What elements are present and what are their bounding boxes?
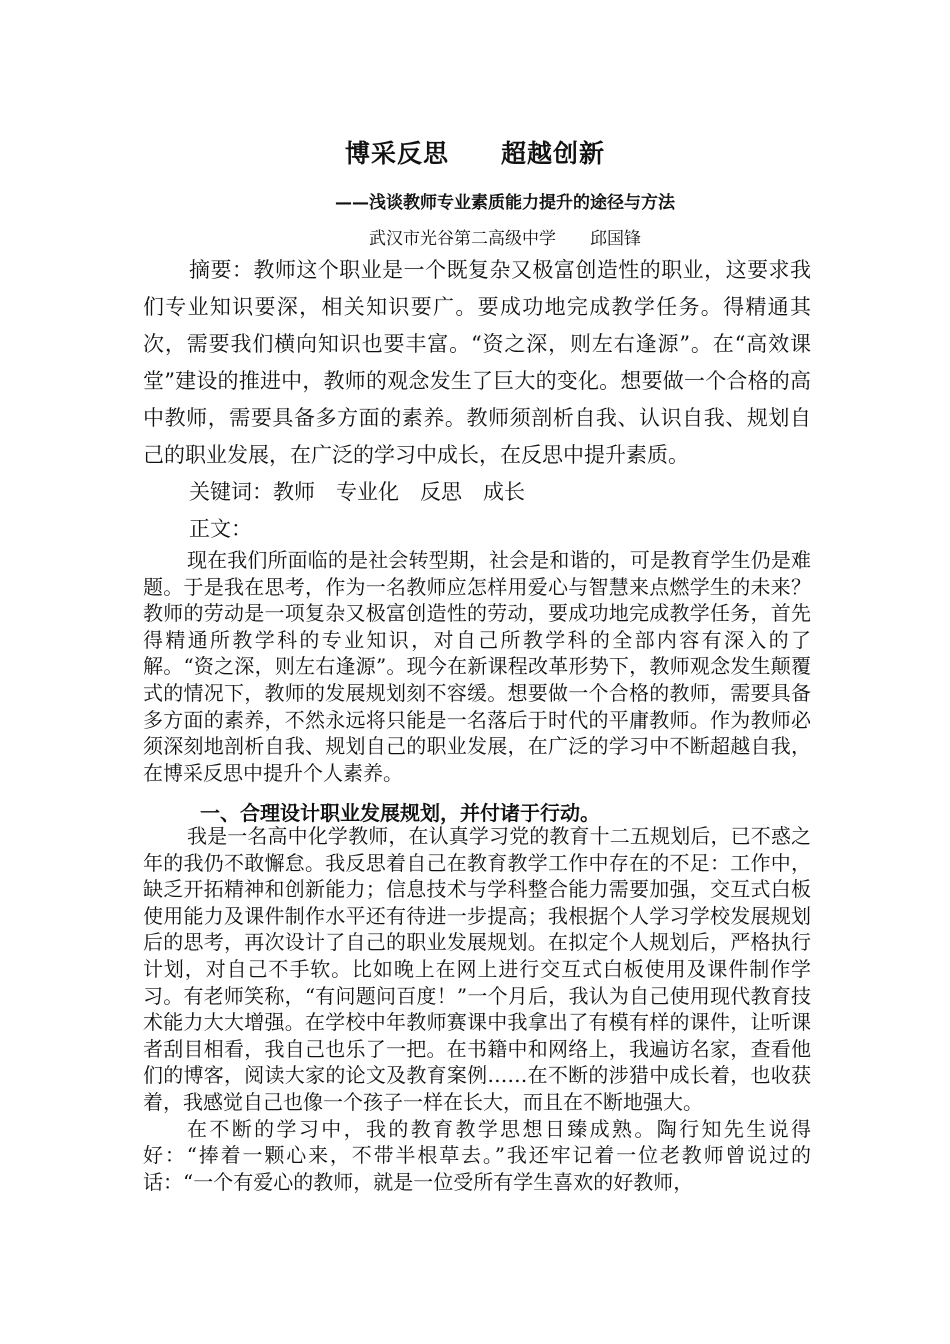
- body-label: 正文：: [189, 517, 252, 541]
- document-title: 博采反思 超越创新: [344, 139, 605, 168]
- abstract-block: [143, 252, 811, 548]
- section-paragraph: 在不断的学习中，我的教育教学思想日臻成熟。陶行知先生说得好：“捧着一颗心来，不带半根草去。”我还牢记着一位老教师曾说过的话：“一个有爱心的教师，就是一位受所有学生喜欢的好教师，: [143, 1116, 811, 1194]
- section-body: [143, 823, 811, 1195]
- section-heading: 一、合理设计职业发展规划，并付诸于行动。: [200, 801, 600, 825]
- keywords-line: 关键词：教师 专业化 反思 成长: [189, 480, 525, 504]
- abstract-paragraph: 摘要：教师这个职业是一个既复杂又极富创造性的职业，这要求我们专业知识要深，相关知识要广。要成功地完成教学任务。得精通其次，需要我们横向知识也要丰富。“资之深，则左右逢源”。在“高效课堂”建设的推进中，教师的观念发生了巨大的变化。想要做一个合格的高中教师，需要具备多方面的素养。教师须剖析自我、认识自我、规划自己的职业发展，在广泛的学习中成长，在反思中提升素质。: [143, 258, 811, 467]
- author-line: 武汉市光谷第二高级中学 邱国锋: [369, 229, 641, 249]
- intro-paragraph: 现在我们所面临的是社会转型期，社会是和谐的，可是教育学生仍是难题。于是我在思考，作为一名教师应怎样用爱心与智慧来点燃学生的未来？教师的劳动是一项复杂又极富创造性的劳动，要成功地完成教学任务，首先得精通所教学科的专业知识，对自己所教学科的全部内容有深入的了解。“资之深，则左右逢源”。现今在新课程改革形势下，教师观念发生颠覆式的情况下，教师的发展规划刻不容缓。想要做一个合格的教师，需要具备多方面的素养，不然永远将只能是一名落后于时代的平庸教师。作为教师必须深刻地剖析自我、规划自己的职业发展，在广泛的学习中不断超越自我，在博采反思中提升个人素养。: [143, 548, 811, 785]
- document-subtitle: ——浅谈教师专业素质能力提升的途径与方法: [335, 193, 675, 213]
- intro-block: [143, 547, 811, 786]
- section-paragraph: 我是一名高中化学教师，在认真学习党的教育十二五规划后，已不惑之年的我仍不敢懈怠。我反思着自己在教育教学工作中存在的不足：工作中，缺乏开拓精神和创新能力；信息技术与学科整合能力需要加强，交互式白板使用能力及课件制作水平还有待进一步提高；我根据个人学习学校发展规划后的思考，再次设计了自己的职业发展规划。在拟定个人规划后，严格执行计划，对自己不手软。比如晚上在网上进行交互式白板使用及课件制作学习。有老师笑称，“有问题问百度！”一个月后，我认为自己使用现代教育技术能力大大增强。在学校中年教师赛课中我拿出了有模有样的课件，让听课者刮目相看，我自己也乐了一把。在书籍中和网络上，我遍访名家，查看他们的博客，阅读大家的论文及教育案例……在不断的涉猎中成长着，也收获着，我感觉自己也像一个孩子一样在长大，而且在不断地强大。: [143, 824, 811, 1114]
